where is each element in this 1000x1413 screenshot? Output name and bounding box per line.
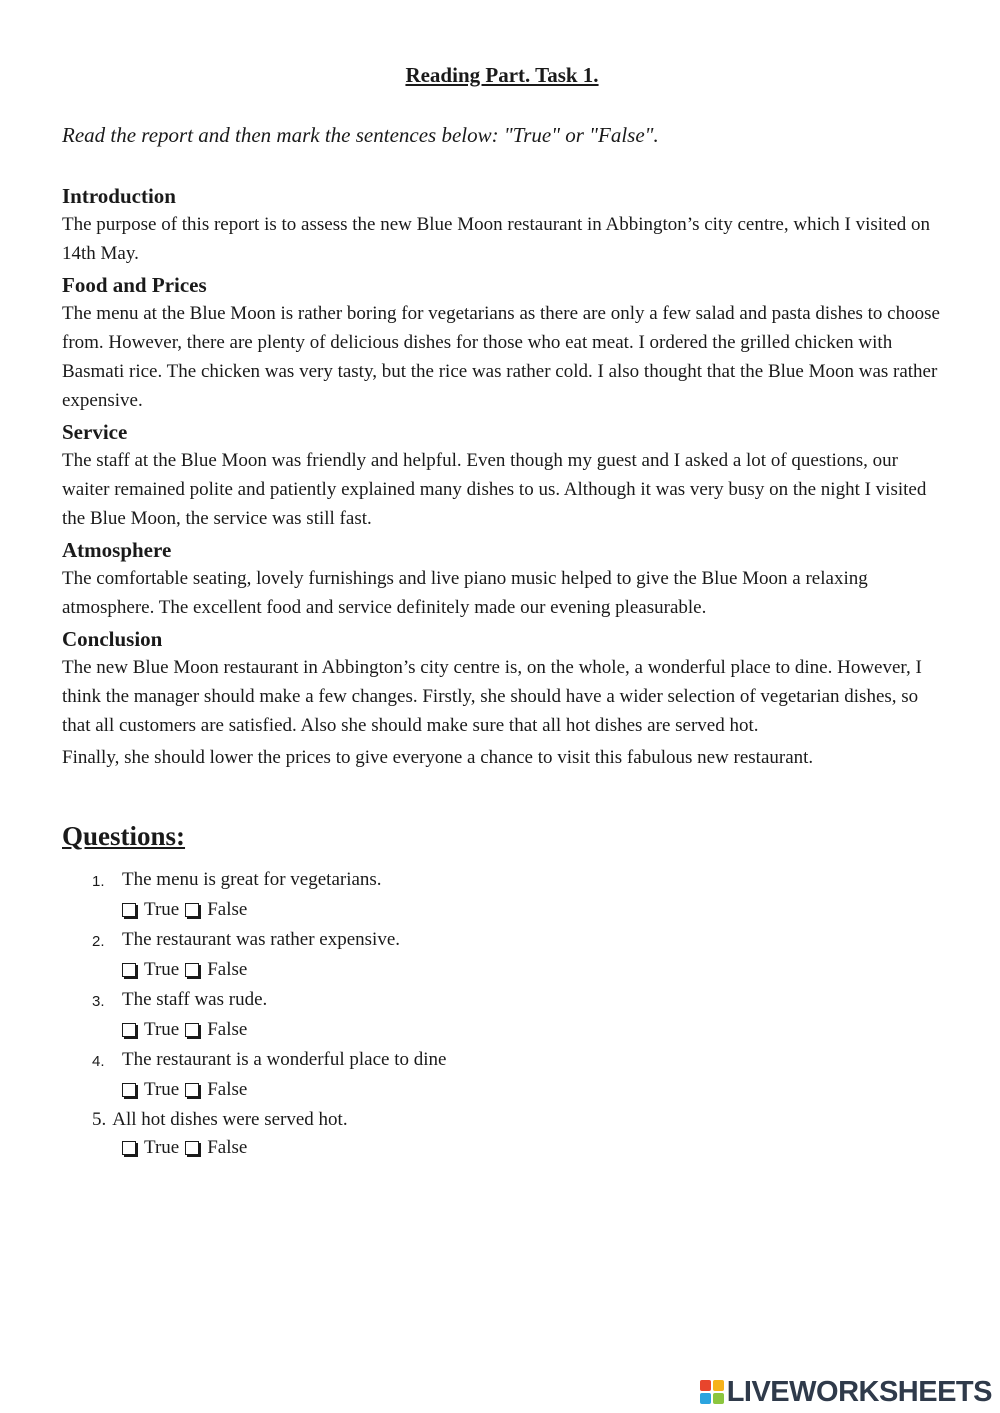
question-number: 4. [92,1053,105,1070]
checkbox-icon[interactable] [185,903,199,917]
question-item [92,986,942,1046]
question-item [92,1106,942,1164]
question-item [92,866,942,926]
logo-square [700,1380,711,1391]
question-text: All hot dishes were served hot. [112,1109,348,1130]
checkbox-icon[interactable] [122,963,136,977]
checkbox-icon[interactable] [122,903,136,917]
true-option[interactable] [122,956,179,984]
true-label: True [144,1079,180,1100]
true-option[interactable] [122,1016,179,1044]
question-number: 2. [92,933,105,950]
false-option[interactable] [185,896,247,924]
false-label: False [207,899,248,920]
true-label: True [144,959,180,980]
false-label: False [207,959,248,980]
section-heading: Introduction [62,184,176,208]
questions-list [62,866,942,1164]
checkbox-icon[interactable] [185,1141,199,1155]
checkbox-icon[interactable] [122,1023,136,1037]
false-option[interactable] [185,1076,247,1104]
true-option[interactable] [122,896,179,924]
section-paragraph: The purpose of this report is to assess the new Blue Moon restaurant in Abbington’s city centre, which I visited on 14th May. [62,214,931,264]
question-number: 1. [92,873,105,890]
false-label: False [207,1079,248,1100]
question-text: The restaurant was rather expensive. [122,929,401,950]
logo-text: LIVEWORKSHEETS [726,1376,992,1408]
checkbox-icon[interactable] [185,1083,199,1097]
section-paragraph: The staff at the Blue Moon was friendly and helpful. Even though my guest and I asked a lot of questions, our waiter remained polite and patiently explained many dishes to us. Although it was very busy on the night I visited the Blue Moon, the service was still fast. [62,450,927,529]
true-option[interactable] [122,1134,179,1162]
checkbox-icon[interactable] [122,1141,136,1155]
liveworksheets-logo [700,1377,992,1407]
logo-square [713,1393,724,1404]
section-paragraph: The new Blue Moon restaurant in Abbington’s city centre is, on the whole, a wonderful place to dine. However, I think the manager should make a few changes. Firstly, she should have a wider selection of vegetarian dishes, so that all customers are satisfied. Also she should make sure that all hot dishes are served hot. [62,657,922,736]
true-label: True [144,1137,180,1158]
section-paragraph: The menu at the Blue Moon is rather boring for vegetarians as there are only a few salad and pasta dishes to choose from. However, there are plenty of delicious dishes for those who eat meat. I ordered the grilled chicken with Basmati rice. The chicken was very tasty, but the rice was rather cold. I also thought that the Blue Moon was rather expensive. [62,303,940,411]
question-text: The menu is great for vegetarians. [122,869,382,890]
page-title: Reading Part. Task 1. [405,63,599,87]
checkbox-icon[interactable] [185,963,199,977]
questions-heading: Questions: [62,821,186,851]
question-text: The staff was rude. [122,989,268,1010]
logo-mark-icon [700,1380,724,1404]
checkbox-icon[interactable] [122,1083,136,1097]
checkbox-icon[interactable] [185,1023,199,1037]
section-heading: Conclusion [62,627,163,651]
question-number: 5. [92,1109,107,1130]
report-sections [62,182,942,772]
section-paragraph: Finally, she should lower the prices to give everyone a chance to visit this fabulous new restaurant. [62,747,814,768]
worksheet-page [62,62,942,1164]
question-item [92,926,942,986]
false-label: False [207,1137,248,1158]
logo-square [700,1393,711,1404]
question-item [92,1046,942,1106]
false-option[interactable] [185,956,247,984]
false-option[interactable] [185,1016,247,1044]
logo-square [713,1380,724,1391]
question-number: 3. [92,993,105,1010]
instruction-text: Read the report and then mark the sentences below: "True" or "False". [62,123,659,147]
question-text: The restaurant is a wonderful place to dine [122,1049,447,1070]
section-paragraph: The comfortable seating, lovely furnishings and live piano music helped to give the Blue Moon a relaxing atmosphere. The excellent food and service definitely made our evening pleasurable. [62,568,868,618]
false-label: False [207,1019,248,1040]
section-heading: Service [62,420,128,444]
false-option[interactable] [185,1134,247,1162]
section-heading: Atmosphere [62,538,172,562]
true-option[interactable] [122,1076,179,1104]
true-label: True [144,1019,180,1040]
section-heading: Food and Prices [62,273,207,297]
true-label: True [144,899,180,920]
